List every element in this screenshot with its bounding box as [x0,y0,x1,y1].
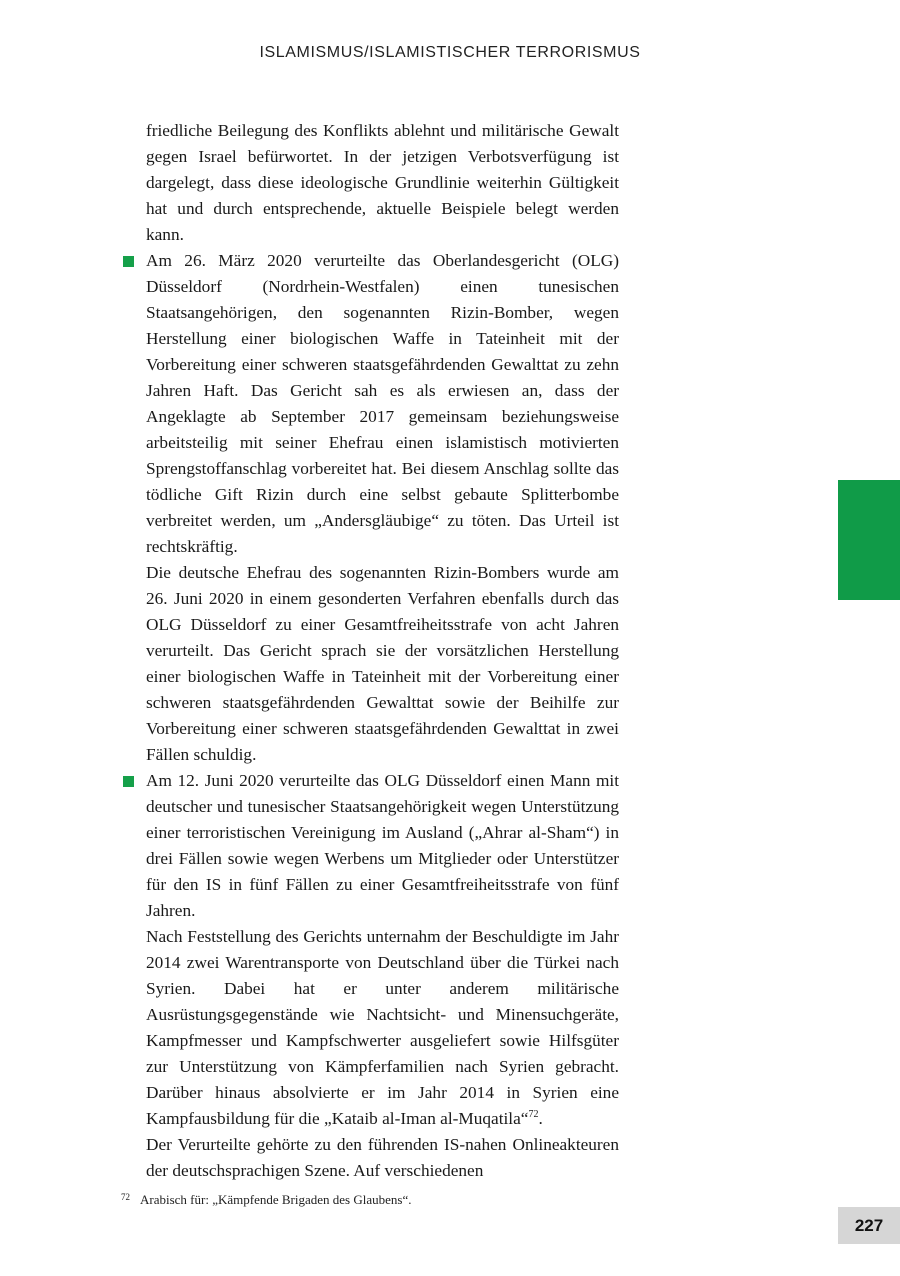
footnote [121,1188,641,1209]
paragraph-text-end: . [538,1109,543,1128]
body-text [146,118,619,1184]
paragraph-text: Am 12. Juni 2020 verurteilte das OLG Düsseldorf einen Mann mit deutscher und tunesischer Staatsangehörigkeit wegen Unterstützung einer terroristischen Vereinigung im Ausland („Ahrar al-Sham“) in drei Fällen sowie wegen Werbens um Mitglieder oder Unterstützer für den IS in fünf Fällen zu einer Gesamtfreiheitsstrafe von fünf Jahren. [146,771,619,920]
running-header [0,44,900,62]
running-header-title: ISLAMISMUS/ISLAMISTISCHER TERRORISMUS [259,44,641,61]
footnote-number: 72 [121,1192,130,1202]
chapter-side-tab [838,480,900,600]
paragraph [146,560,619,768]
page-number: 227 [838,1207,900,1244]
paragraph-text: Nach Feststellung des Gerichts unternahm der Beschuldigte im Jahr 2014 zwei Warentransporte von Deutschland über die Türkei nach Syrien. Dabei hat er unter anderem militärische Ausrüstungsgegenstände wie Nachtsicht- und Minensuchgeräte, Kampfmesser und Kampfschwerter ausgeliefert sowie Hilfsgüter zur Unterstützung von Kämpferfamilien nach Syrien gebracht. Darüber hinaus absolvierte er im Jahr 2014 in Syrien eine Kampfausbildung für die „Kataib al-Iman al-Muqatila“ [146,927,619,1128]
paragraph [146,924,619,1132]
bullet-paragraph [146,248,619,560]
paragraph [146,1132,619,1184]
footnote-reference[interactable]: 72 [528,1109,539,1121]
paragraph [146,118,619,248]
paragraph-text: friedliche Beilegung des Konflikts ablehnt und militärische Gewalt gegen Israel befürwortet. In der jetzigen Verbotsverfügung ist dargelegt, dass diese ideologische Grundlinie weiterhin Gültigkeit hat und durch entsprechende, aktuelle Beispiele belegt werden kann. [146,121,619,244]
footnote-text: Arabisch für: „Kämpfende Brigaden des Glaubens“. [140,1192,412,1207]
bullet-paragraph [146,768,619,924]
paragraph-text: Der Verurteilte gehörte zu den führenden IS-nahen Onlineakteuren der deutschsprachigen Szene. Auf verschiedenen [146,1135,619,1180]
paragraph-text: Am 26. März 2020 verurteilte das Oberlandesgericht (OLG) Düsseldorf (Nordrhein-Westfalen) einen tunesischen Staatsangehörigen, den sogenannten Rizin-Bomber, wegen Herstellung einer biologischen Waffe in Tateinheit mit der Vorbereitung einer schweren staatsgefährdenden Gewalttat zu zehn Jahren Haft. Das Gericht sah es als erwiesen an, dass der Angeklagte ab September 2017 gemeinsam beziehungsweise arbeitsteilig mit seiner Ehefrau einen islamistisch motivierten Sprengstoffanschlag vorbereitet hat. Bei diesem Anschlag sollte das tödliche Gift Rizin durch eine selbst gebaute Splitterbombe verbreitet werden, um „Andersgläubige“ zu töten. Das Urteil ist rechtskräftig. [146,251,619,556]
paragraph-text: Die deutsche Ehefrau des sogenannten Rizin-Bombers wurde am 26. Juni 2020 in einem gesonderten Verfahren ebenfalls durch das OLG Düsseldorf zu einer Gesamtfreiheitsstrafe von acht Jahren verurteilt. Das Gericht sprach sie der vorsätzlichen Herstellung einer biologischen Waffe in Tateinheit mit der Vorbereitung einer schweren staatsgefährdenden Gewalttat sowie der Beihilfe zur Vorbereitung einer schweren staatsgefährdenden Gewalttat in zwei Fällen schuldig. [146,563,619,764]
